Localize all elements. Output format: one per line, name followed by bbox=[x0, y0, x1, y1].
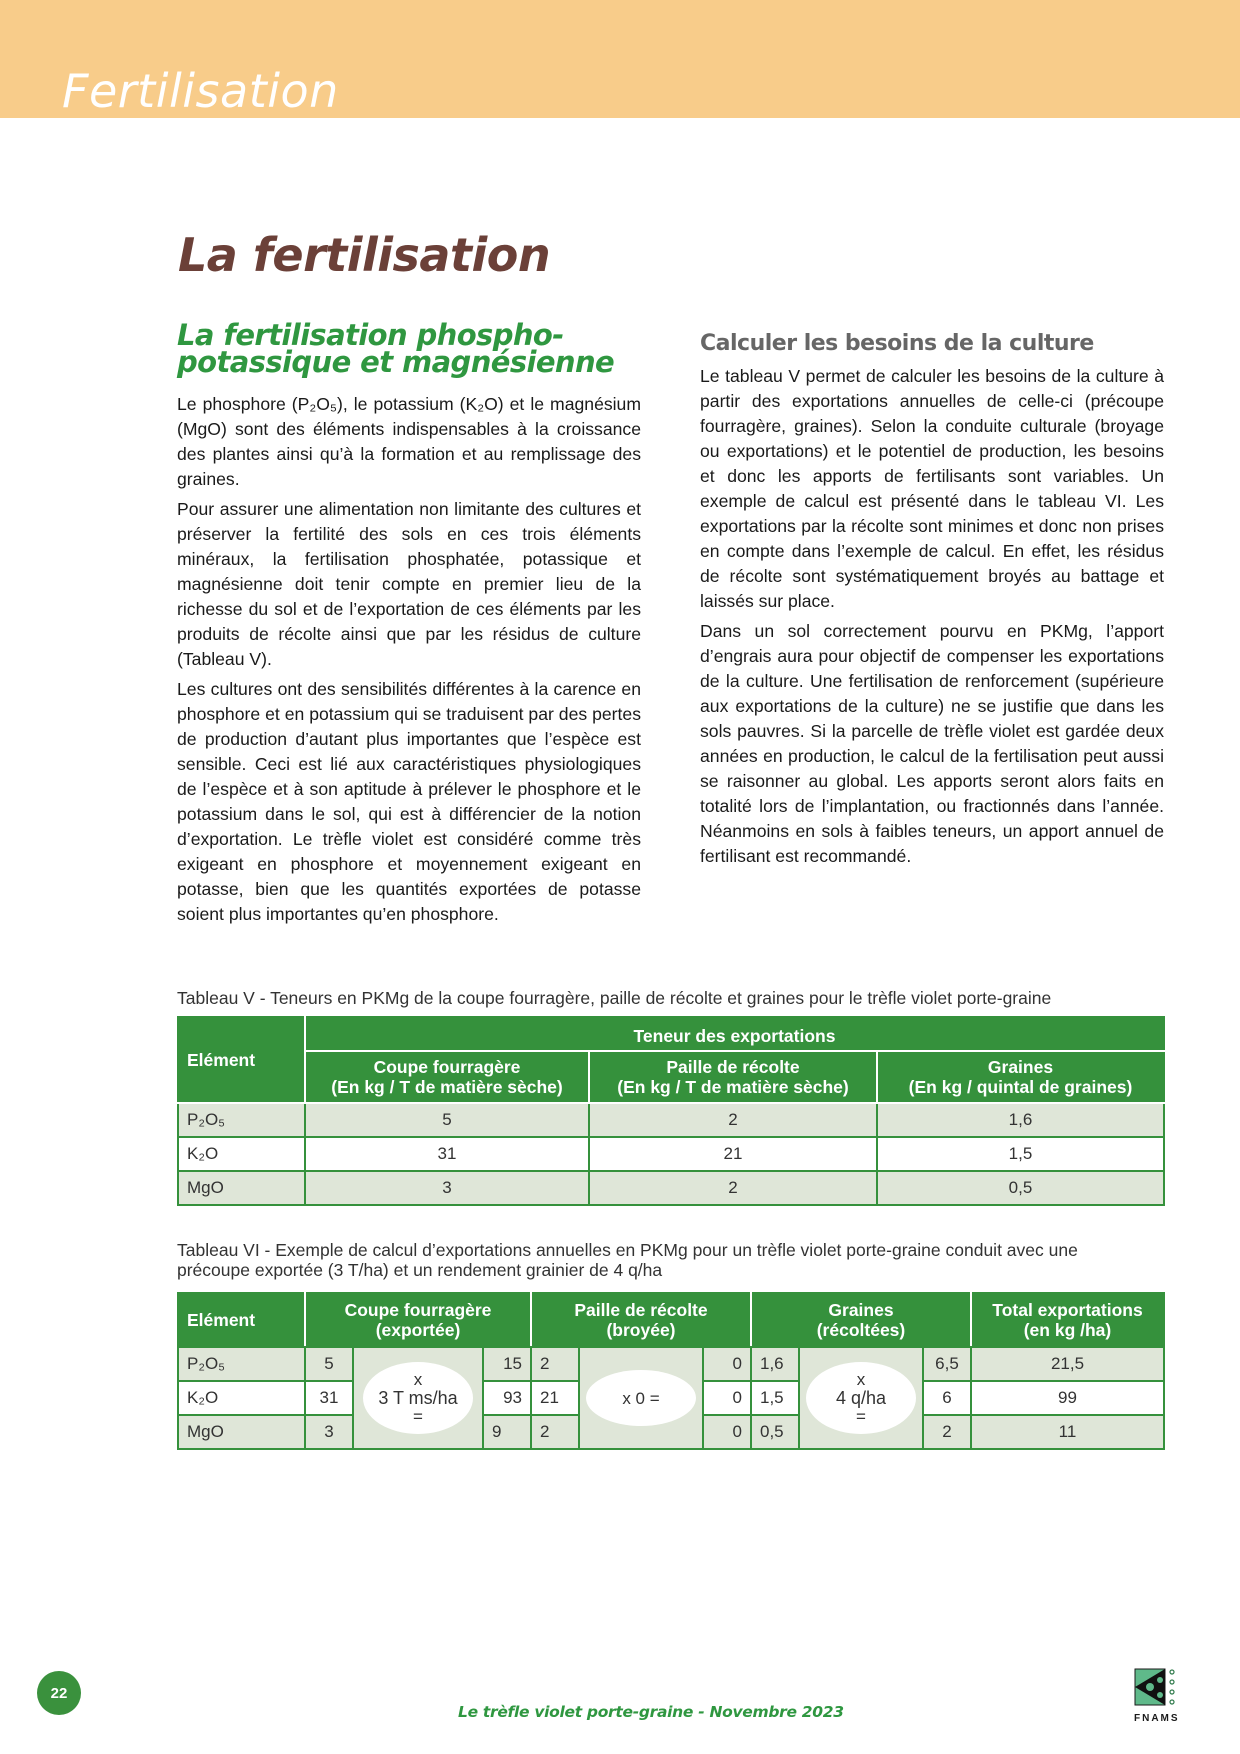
table6-header-total bbox=[971, 1293, 1164, 1347]
cell-value: 2 bbox=[589, 1171, 877, 1205]
paragraph: Les cultures ont des sensibilités différentes à la carence en phosphore et en potassium qui se traduisent par des pertes de production d’autant plus importantes que l’espèce est sensible. Ceci est lié aux caractéristiques physiologiques de l’espèce et à son aptitude à prélever le phosphore et le potassium dans le sol, qui est à différencier de la notion d’exportation. Le trèfle violet est considéré comme très exigeant en phosphore et moyennement exigeant en potasse, bien que les quantités exportées de potasse soient plus importantes qu’en phosphore. bbox=[177, 679, 641, 924]
page-number-badge: 22 bbox=[37, 1671, 81, 1715]
graines-operator bbox=[799, 1347, 923, 1449]
table5 bbox=[177, 1016, 1165, 1206]
cell-value: 0 bbox=[703, 1415, 751, 1449]
cell-value: 6 bbox=[923, 1381, 971, 1415]
cell-value: 9 bbox=[483, 1415, 531, 1449]
operator-symbol: = bbox=[413, 1407, 423, 1426]
logo-text: FNAMS bbox=[1134, 1713, 1180, 1724]
section-label: Fertilisation bbox=[62, 64, 339, 118]
table6-caption bbox=[177, 1240, 1167, 1280]
multiplier-label: 4 q/ha bbox=[835, 1388, 887, 1408]
paragraph: Dans un sol correctement pourvu en PKMg, l’apport d’engrais aura pour objectif de compenser les exportations de la culture. Une fertilisation de renforcement (supérieure aux exportations de la culture) ne se justifie que dans les sols pauvres. Si la parcelle de trèfle violet est gardée deux années en production, le calcul de la fertilisation peut aussi se raisonner au global. Les apports seront alors faits en totalité lors de l’implantation, ou fractionnés dans l’année. Néanmoins en sols à faibles teneurs, un apport annuel de fertilisant est recommandé. bbox=[700, 621, 1164, 866]
cell-value: 5 bbox=[305, 1347, 353, 1381]
cell-value: 2 bbox=[589, 1103, 877, 1137]
cell-value: 15 bbox=[483, 1347, 531, 1381]
cell-value: 3 bbox=[305, 1171, 589, 1205]
table6-header-element: Elément bbox=[178, 1293, 305, 1347]
fnams-logo bbox=[1134, 1668, 1180, 1724]
cell-value: 0 bbox=[703, 1381, 751, 1415]
cell-element: K₂O bbox=[178, 1137, 305, 1171]
header-line: (récoltées) bbox=[816, 1320, 906, 1340]
left-heading-line1: La fertilisation phospho- bbox=[177, 318, 564, 352]
paragraph: Le phosphore (P₂O₅), le potassium (K₂O) et le magnésium (MgO) sont des éléments indispensables à la croissance des plantes ainsi qu’à la formation et au remplissage des graines. bbox=[177, 394, 641, 489]
left-heading bbox=[177, 318, 641, 379]
table-row bbox=[178, 1171, 1164, 1205]
cell-value: 21 bbox=[589, 1137, 877, 1171]
cell-value: 1,5 bbox=[751, 1381, 799, 1415]
cell-element: MgO bbox=[178, 1415, 305, 1449]
table-row bbox=[178, 1347, 1164, 1381]
multiplier-label: 3 T ms/ha bbox=[378, 1388, 458, 1408]
table6 bbox=[177, 1292, 1165, 1450]
coupe-operator bbox=[353, 1347, 483, 1449]
caption-line: Tableau VI - Exemple de calcul d’exportations annuelles en PKMg pour un trèfle violet porte-graine conduit avec une bbox=[177, 1240, 1078, 1260]
header-line: Paille de récolte bbox=[574, 1300, 708, 1320]
header-line: (exportée) bbox=[375, 1320, 461, 1340]
table-row bbox=[178, 1137, 1164, 1171]
header-line: Total exportations bbox=[992, 1300, 1143, 1320]
cell-value: 0,5 bbox=[877, 1171, 1164, 1205]
header-line: Coupe fourragère bbox=[373, 1057, 521, 1077]
operator-symbol: x bbox=[413, 1370, 423, 1389]
right-heading: Calculer les besoins de la culture bbox=[700, 331, 1094, 356]
operator-symbol: = bbox=[856, 1407, 866, 1426]
multiplier-oval bbox=[586, 1370, 696, 1426]
cell-value: 2 bbox=[531, 1347, 579, 1381]
cell-element: P₂O₅ bbox=[178, 1347, 305, 1381]
paille-operator bbox=[579, 1347, 703, 1449]
header-line: (En kg / T de matière sèche) bbox=[331, 1077, 563, 1097]
cell-value: 1,6 bbox=[751, 1347, 799, 1381]
table5-header-paille bbox=[589, 1051, 877, 1103]
cell-value: 21 bbox=[531, 1381, 579, 1415]
header-line: (broyée) bbox=[606, 1320, 676, 1340]
fnams-logo-icon bbox=[1134, 1668, 1180, 1706]
right-column bbox=[700, 330, 1164, 874]
cell-total: 11 bbox=[971, 1415, 1164, 1449]
cell-element: MgO bbox=[178, 1171, 305, 1205]
multiplier-oval bbox=[363, 1362, 473, 1434]
cell-value: 1,6 bbox=[877, 1103, 1164, 1137]
cell-value: 31 bbox=[305, 1381, 353, 1415]
multiplier-label: x 0 = bbox=[622, 1388, 660, 1408]
section-header-band bbox=[0, 0, 1240, 118]
left-heading-line2: potassique et magnésienne bbox=[177, 345, 615, 379]
cell-total: 21,5 bbox=[971, 1347, 1164, 1381]
left-column bbox=[177, 318, 641, 932]
cell-value: 2 bbox=[531, 1415, 579, 1449]
header-line: (en kg /ha) bbox=[1023, 1320, 1112, 1340]
cell-value: 93 bbox=[483, 1381, 531, 1415]
cell-element: P₂O₅ bbox=[178, 1103, 305, 1137]
cell-value: 1,5 bbox=[877, 1137, 1164, 1171]
header-line: (En kg / quintal de graines) bbox=[908, 1077, 1133, 1097]
cell-value: 0 bbox=[703, 1347, 751, 1381]
header-line: Graines bbox=[987, 1057, 1054, 1077]
table-row bbox=[178, 1103, 1164, 1137]
header-line: Coupe fourragère bbox=[344, 1300, 492, 1320]
cell-element: K₂O bbox=[178, 1381, 305, 1415]
caption-line: précoupe exportée (3 T/ha) et un rendement grainier de 4 q/ha bbox=[177, 1260, 663, 1280]
table5-caption: Tableau V - Teneurs en PKMg de la coupe fourragère, paille de récolte et graines pour le trèfle violet porte-graine bbox=[177, 988, 1052, 1008]
header-line: (En kg / T de matière sèche) bbox=[617, 1077, 849, 1097]
header-line: Graines bbox=[828, 1300, 894, 1320]
cell-value: 2 bbox=[923, 1415, 971, 1449]
table6-header-paille bbox=[531, 1293, 751, 1347]
cell-value: 31 bbox=[305, 1137, 589, 1171]
table5-header-element: Elément bbox=[178, 1017, 305, 1103]
page-title: La fertilisation bbox=[178, 228, 551, 282]
paragraph: Le tableau V permet de calculer les besoins de la culture à partir des exportations annuelles de celle-ci (précoupe fourragère, graines). Selon la conduite culturale (broyage ou exportations) et le potentiel de production, les besoins et donc les apports de fertilisants sont variables. Un exemple de calcul est présenté dans le tableau VI. Les exportations par la récolte sont minimes et donc non prises en compte dans l’exemple de calcul. En effet, les résidus de récolte sont systématiquement broyés au battage et laissés sur place. bbox=[700, 366, 1164, 611]
table6-header-coupe bbox=[305, 1293, 531, 1347]
cell-value: 3 bbox=[305, 1415, 353, 1449]
header-line: Paille de récolte bbox=[666, 1057, 800, 1077]
paragraph: Pour assurer une alimentation non limitante des cultures et préserver la fertilité des sols en ces trois éléments minéraux, la fertilisation phosphatée, potassique et magnésienne doit tenir compte en premier lieu de la richesse du sol et de l’exportation de ces éléments par les produits de récolte ainsi que par les résidus de culture (Tableau V). bbox=[177, 499, 641, 669]
table5-header-coupe bbox=[305, 1051, 589, 1103]
table6-header-graines bbox=[751, 1293, 971, 1347]
table5-header-graines bbox=[877, 1051, 1164, 1103]
table5-header-group: Teneur des exportations bbox=[305, 1017, 1164, 1051]
cell-value: 5 bbox=[305, 1103, 589, 1137]
cell-value: 0,5 bbox=[751, 1415, 799, 1449]
multiplier-oval bbox=[806, 1362, 916, 1434]
publication-footer: Le trèfle violet porte-graine - Novembre 2023 bbox=[458, 1703, 844, 1721]
cell-value: 6,5 bbox=[923, 1347, 971, 1381]
cell-total: 99 bbox=[971, 1381, 1164, 1415]
operator-symbol: x bbox=[856, 1370, 866, 1389]
